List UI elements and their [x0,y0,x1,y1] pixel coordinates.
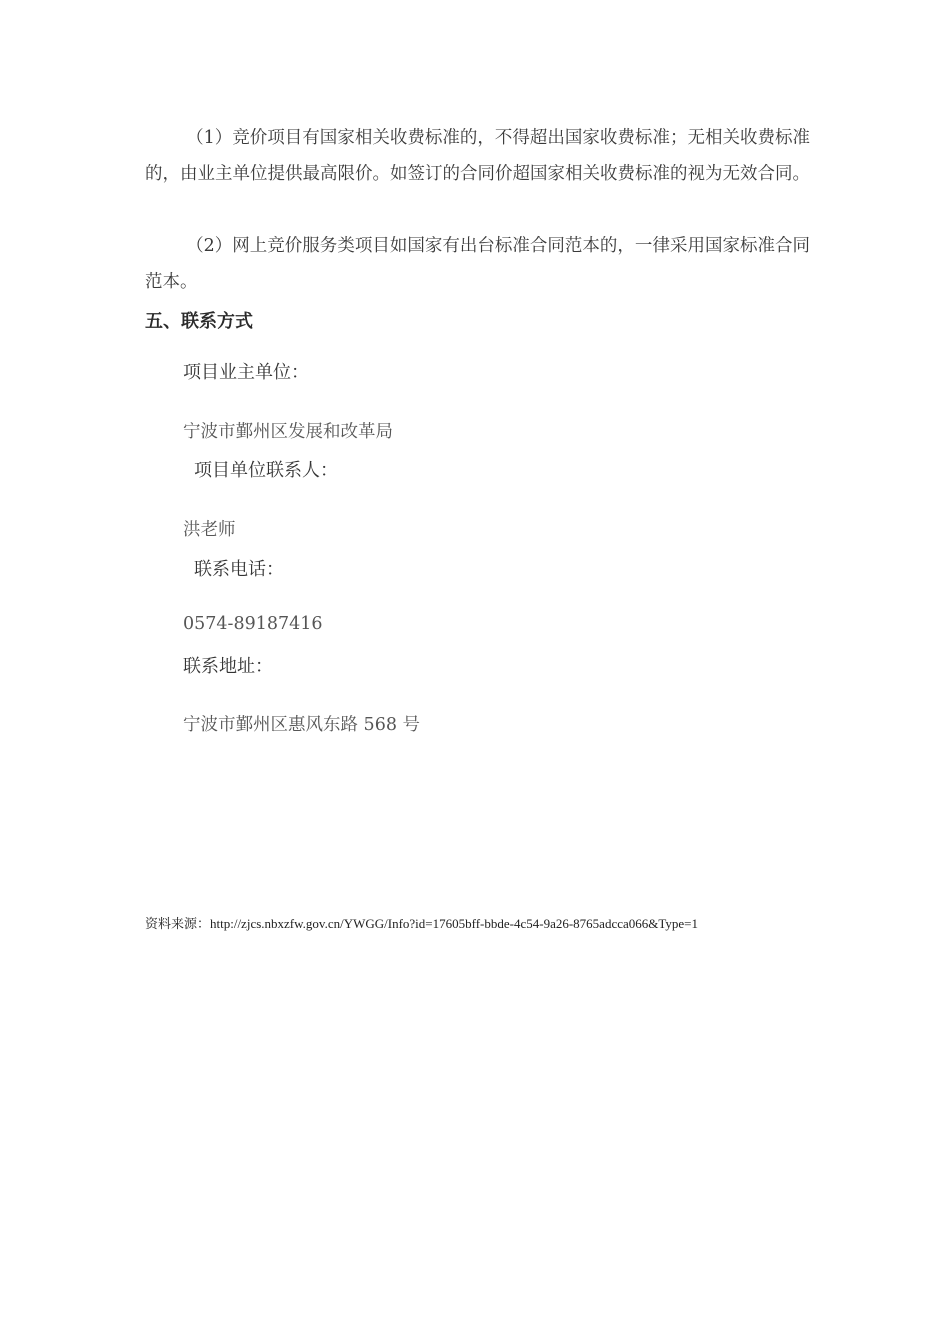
owner-label: 项目业主单位： [183,362,309,383]
address-label: 联系地址： [183,656,273,677]
phone-label: 联系电话： [194,559,284,580]
phone-value: 0574-89187416 [183,614,323,634]
rule-item-2: （2）网上竞价服务类项目如国家有出台标准合同范本的，一律采用国家标准合同范本。 [145,236,810,292]
contact-person-value: 洪老师 [183,520,236,540]
section-heading-contact: 五、联系方式 [145,311,253,332]
contact-person-label: 项目单位联系人： [194,460,338,481]
rule-item-1: （1）竞价项目有国家相关收费标准的，不得超出国家收费标准；无相关收费标准的，由业主单位提供最高限价。如签订的合同价超国家相关收费标准的视为无效合同。 [145,128,810,184]
address-value: 宁波市鄞州区惠风东路 568 号 [183,715,421,735]
owner-value: 宁波市鄞州区发展和改革局 [183,422,393,442]
source-link[interactable]: 资料来源：http://zjcs.nbxzfw.gov.cn/YWGG/Info?id=17605bff-bbde-4c54-9a26-8765adcca066&Type=1 [145,916,698,931]
